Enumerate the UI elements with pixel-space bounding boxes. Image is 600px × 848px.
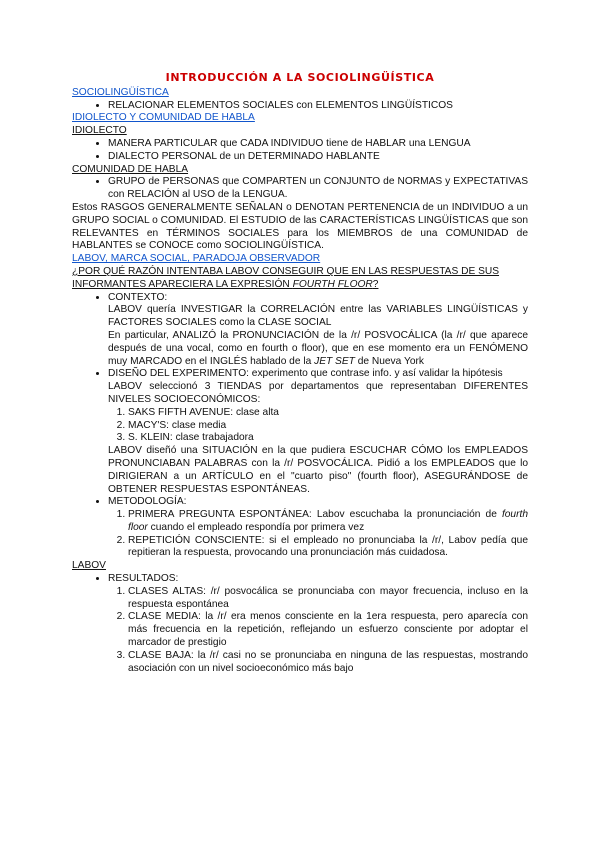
metodologia-item xyxy=(128,509,528,535)
bullet-list-resultados xyxy=(72,573,528,675)
heading-idiolecto: IDIOLECTO xyxy=(72,125,127,137)
store-name: MACY'S: xyxy=(128,419,170,431)
store-item xyxy=(128,420,528,433)
resultado-item: 2. CLASE MEDIA: la /r/ era menos consciente en la 1era respuesta, pero aparecía con más frecuencia en la repetición, reflejando un esfuerzo consciente por adoptar el marcador de prestigio xyxy=(128,611,528,649)
heading-labov: LABOV xyxy=(72,560,106,572)
list-item-contexto xyxy=(108,292,528,369)
diseno-p1: LABOV seleccionó 3 TIENDAS por departamentos que representaban DIFERENTES NIVELES SOCIOECONÓMICOS: xyxy=(108,381,528,405)
store-class: clase alta xyxy=(233,406,279,418)
heading-sociolinguistica[interactable]: SOCIOLINGÜÍSTICA xyxy=(72,86,169,98)
bullet-list xyxy=(72,138,528,164)
heading-labov-marca-social[interactable]: LABOV, MARCA SOCIAL, PARADOJA OBSERVADOR xyxy=(72,253,321,265)
bullet-list-labov xyxy=(72,292,528,561)
heading-idiolecto-comunidad[interactable]: IDIOLECTO Y COMUNIDAD DE HABLA xyxy=(72,112,255,124)
store-name: S. KLEIN: xyxy=(128,432,173,444)
resultado-item: 1. CLASES ALTAS: /r/ posvocálica se pronunciaba con mayor frecuencia, incluso en la respuesta espontánea xyxy=(128,586,528,612)
heading-comunidad-de-habla: COMUNIDAD DE HABLA xyxy=(72,163,189,175)
document-page xyxy=(72,72,528,675)
question-italic: FOURTH FLOOR xyxy=(292,278,373,290)
resultado-item: 3. CLASE BAJA: la /r/ casi no se pronunciaba en ninguna de las respuestas, mostrando asociación con un nivel socioeconómico más bajo xyxy=(128,650,528,676)
list-item: • GRUPO de PERSONAS que COMPARTEN un CONJUNTO de NORMAS y EXPECTATIVAS con RELACIÓN al USO de la LENGUA. xyxy=(108,176,528,202)
contexto-p2-italic: JET SET xyxy=(314,355,355,367)
diseno-label: • DISEÑO DEL EXPERIMENTO: experimento que contrase info. y así validar la hipótesis xyxy=(108,368,503,380)
text-span: PRIMERA PREGUNTA ESPONTÁNEA: Labov escuchaba la pronunciación de xyxy=(128,509,502,521)
contexto-p2-a: En particular, ANALIZÓ la PRONUNCIACIÓN de la /r/ POSVOCÁLICA (la /r/ que aparece después de una vocal, como en fourth o floor), que en ese momento era un FENÓMENO muy MARCADO en el INGLÉS hablado de la xyxy=(108,329,528,367)
paragraph: Estos RASGOS GENERALMENTE SEÑALAN o DENOTAN PERTENENCIA de un INDIVIDUO a un GRUPO SOCIAL o COMUNIDAD. El ESTUDIO de las CARACTERÍSTICAS LINGÜÍSTICAS que son RELEVANTES en TÉRMINOS SOCIALES para los MIEMBROS de una COMUNIDAD de HABLANTES se CONOCE como SOCIOLINGÜÍSTICA. xyxy=(72,201,528,252)
store-class: clase trabajadora xyxy=(172,432,254,444)
list-item: • MANERA PARTICULAR que CADA INDIVIDUO tiene de HABLAR una LENGUA xyxy=(108,138,528,151)
list-item-diseno xyxy=(108,368,528,496)
store-item xyxy=(128,432,528,445)
store-class: clase media xyxy=(169,419,227,431)
list-item: • RELACIONAR ELEMENTOS SOCIALES con ELEMENTOS LINGÜÍSTICOS xyxy=(108,100,528,113)
metodologia-label: METODOLOGÍA: xyxy=(108,496,187,508)
document-title: INTRODUCCIÓN A LA SOCIOLINGÜÍSTICA xyxy=(165,71,435,84)
metodologia-item: 2. REPETICIÓN CONSCIENTE: si el empleado no pronunciaba la /r/, Labov pedía que repitieran la respuesta, provocando una pronunciación más cuidadosa. xyxy=(128,535,528,561)
metodologia-list xyxy=(108,509,528,560)
contexto-p2-b: de Nueva York xyxy=(354,355,424,367)
resultados-list xyxy=(108,586,528,676)
store-item xyxy=(128,407,528,420)
contexto-p2 xyxy=(108,330,528,368)
list-item: • DIALECTO PERSONAL de un DETERMINADO HABLANTE xyxy=(108,151,528,164)
contexto-label: CONTEXTO: xyxy=(108,291,168,303)
question-end: ? xyxy=(372,278,379,290)
list-item-resultados xyxy=(108,573,528,675)
diseno-p2: LABOV diseñó una SITUACIÓN en la que pudiera ESCUCHAR CÓMO los EMPLEADOS PRONUNCIABAN PALABRAS con la /r/ POSVOCÁLICA. Pidió a los EMPLEADOS que lo DIRIGIERAN a un ARTÍCULO en el "cuarto piso" (fourth floor), ASEGURÁNDOSE de OBTENER RESPUESTAS ESPONTÁNEAS. xyxy=(108,445,528,495)
store-name: SAKS FIFTH AVENUE: xyxy=(128,406,234,418)
question-text: ¿POR QUÉ RAZÓN INTENTABA LABOV CONSEGUIR QUE EN LAS RESPUESTAS DE SUS INFORMANTES APARECIERA LA EXPRESIÓN xyxy=(72,265,500,290)
question-heading xyxy=(72,266,528,292)
bullet-list xyxy=(72,100,528,113)
contexto-p1: LABOV quería INVESTIGAR la CORRELACIÓN entre las VARIABLES LINGÜÍSTICAS y FACTORES SOCIALES como la CLASE SOCIAL xyxy=(108,304,528,329)
italic-span: fourth floor xyxy=(128,509,528,533)
bullet-list xyxy=(72,176,528,202)
resultados-label: RESULTADOS: xyxy=(108,573,179,585)
list-item-metodologia xyxy=(108,496,528,560)
text-span: cuando el empleado respondía por primera vez xyxy=(147,521,365,533)
stores-list xyxy=(108,407,528,445)
